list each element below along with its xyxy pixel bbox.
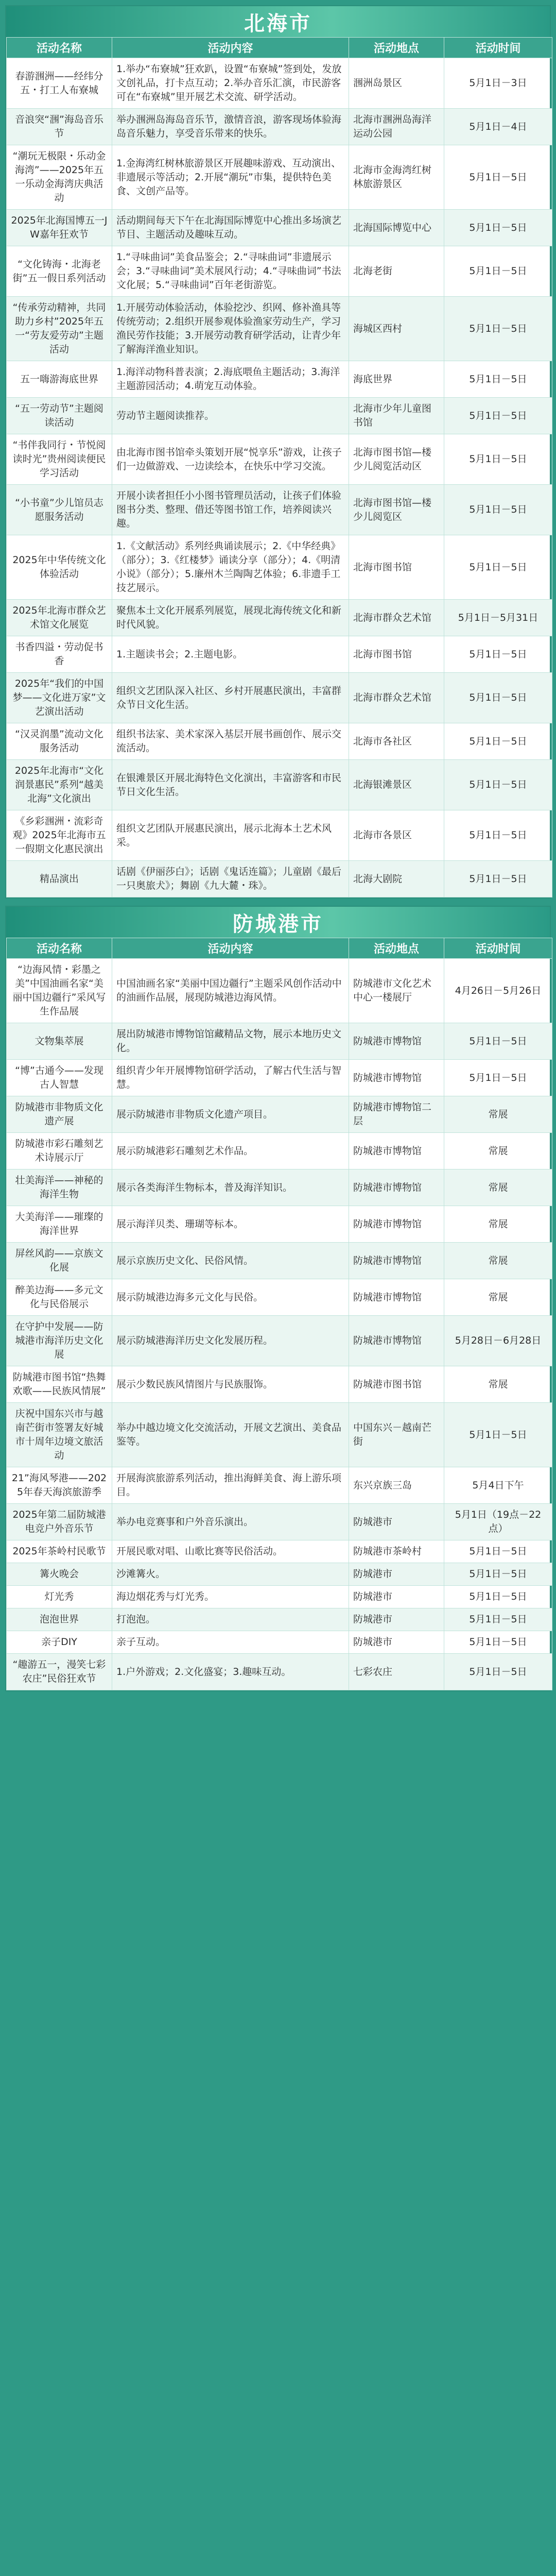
activity-content-cell: 1.金海湾红树林旅游景区开展趣味游戏、互动演出、非遗展示等活动；2.开展“潮玩”市集，提供特色美食、文创产品等。 <box>112 145 349 210</box>
activity-content-cell: 聚焦本土文化开展系列展览，展现北海传统文化和新时代风貌。 <box>112 600 349 636</box>
table-row <box>7 959 552 1023</box>
activity-time-cell: 4月26日－5月26日 <box>444 959 552 1023</box>
activity-content-cell: 展出防城港市博物馆馆藏精品文物，展示本地历史文化。 <box>112 1023 349 1060</box>
activity-content-cell: 开展民歌对唱、山歌比赛等民俗活动。 <box>112 1540 349 1563</box>
activity-place-cell: 北海市图书馆—楼少儿阅览活动区 <box>349 434 444 485</box>
activity-time-cell: 5月1日－5日 <box>444 145 552 210</box>
activity-content-cell: 1.主题读书会；2.主题电影。 <box>112 636 349 673</box>
activity-content-cell: 举办涠洲岛海岛音乐节，激情音浪，游客现场体验海岛音乐魅力，享受音乐带来的快乐。 <box>112 109 349 145</box>
activity-time-cell: 5月1日－5日 <box>444 246 552 297</box>
activity-name-cell: “传承劳动精神，共同助力乡村”2025年五一“劳友爱劳动”主题活动 <box>7 297 112 361</box>
activity-time-cell: 5月1日－5日 <box>444 723 552 760</box>
table-row <box>7 1608 552 1631</box>
activity-place-cell: 北海国际博览中心 <box>349 210 444 246</box>
activity-place-cell: 防城港市博物馆 <box>349 1316 444 1366</box>
city-section <box>5 5 551 899</box>
activity-name-cell: 2025年北海市“文化润景惠民”系列“越美北海”文化演出 <box>7 760 112 810</box>
city-header: 防城港市 <box>6 907 550 938</box>
activity-place-cell: 防城港市 <box>349 1586 444 1608</box>
table-row <box>7 810 552 861</box>
activity-name-cell: 书香四溢・劳动促书香 <box>7 636 112 673</box>
activity-content-cell: 中国油画名家“美丽中国边疆行”主题采风创作活动中的油画作品展，展现防城港边海风情。 <box>112 959 349 1023</box>
table-row <box>7 361 552 398</box>
sections-container <box>5 5 551 1691</box>
activity-place-cell: 防城港市 <box>349 1563 444 1586</box>
activity-name-cell: “博”古通今——发现古人智慧 <box>7 1060 112 1096</box>
activity-content-cell: 组织文艺团队深入社区、乡村开展惠民演出，丰富群众节日文化生活。 <box>112 673 349 723</box>
table-row <box>7 1563 552 1586</box>
table-row <box>7 1243 552 1279</box>
table-header-row <box>7 38 552 58</box>
activity-name-cell: 防城港市彩石雕刻艺术诗展示厅 <box>7 1133 112 1170</box>
activity-place-cell: 防城港市博物馆 <box>349 1206 444 1243</box>
activity-content-cell: 展示海洋贝类、珊瑚等标本。 <box>112 1206 349 1243</box>
table-row <box>7 398 552 434</box>
activity-name-cell: 2025年北海国博五一JW嘉年狂欢节 <box>7 210 112 246</box>
activity-place-cell: 防城港市图书馆 <box>349 1366 444 1403</box>
activity-content-cell: 打泡泡。 <box>112 1608 349 1631</box>
activity-place-cell: 北海市群众艺术馆 <box>349 600 444 636</box>
table-row <box>7 1586 552 1608</box>
activity-content-cell: 展示各类海洋生物标本，普及海洋知识。 <box>112 1170 349 1206</box>
activity-name-cell: 《乡彩涠洲・流彩奇观》2025年北海市五一假期文化惠民演出 <box>7 810 112 861</box>
activity-time-cell: 5月1日－5日 <box>444 810 552 861</box>
activity-time-cell: 5月1日－5月31日 <box>444 600 552 636</box>
activity-time-cell: 5月1日－5日 <box>444 361 552 398</box>
activity-content-cell: 1.“寻味曲词”美食品鉴会；2.“寻味曲词”非遗展示会；3.“寻味曲词”美术展风行动；4.“寻味曲词”书法文化展；5.“寻味曲词”百年老街游览。 <box>112 246 349 297</box>
activity-content-cell: 亲子互动。 <box>112 1631 349 1654</box>
activity-time-cell: 5月1日－5日 <box>444 1403 552 1467</box>
activity-time-cell: 5月1日－5日 <box>444 485 552 535</box>
activity-time-cell: 5月1日－5日 <box>444 1540 552 1563</box>
table-row <box>7 1467 552 1504</box>
activity-place-cell: 防城港市 <box>349 1504 444 1540</box>
table-row <box>7 1170 552 1206</box>
activity-content-cell: 组织文艺团队开展惠民演出，展示北海本土艺术风采。 <box>112 810 349 861</box>
table-row <box>7 145 552 210</box>
activity-content-cell: 劳动节主题阅读推荐。 <box>112 398 349 434</box>
activity-name-cell: “潮玩无极限・乐动金海湾”——2025年五一乐动金海湾庆典活动 <box>7 145 112 210</box>
activity-content-cell: 展示防城港海洋历史文化发展历程。 <box>112 1316 349 1366</box>
activity-name-cell: 大美海洋——璀璨的海洋世界 <box>7 1206 112 1243</box>
activity-name-cell: 2025年“我们的中国梦——文化进万家”文艺演出活动 <box>7 673 112 723</box>
activity-place-cell: 北海银滩景区 <box>349 760 444 810</box>
activity-time-cell: 5月1日－5日 <box>444 636 552 673</box>
activity-time-cell: 5月1日－5日 <box>444 434 552 485</box>
table-row <box>7 1206 552 1243</box>
activity-name-cell: 亲子DIY <box>7 1631 112 1654</box>
activity-name-cell: 灯光秀 <box>7 1586 112 1608</box>
activity-place-cell: 北海市涠洲岛海洋运动公园 <box>349 109 444 145</box>
activity-name-cell: 2025年第二届防城港电竞户外音乐节 <box>7 1504 112 1540</box>
activity-place-cell: 防城港市博物馆 <box>349 1133 444 1170</box>
activity-time-cell: 常展 <box>444 1096 552 1133</box>
activity-time-cell: 5月1日－5日 <box>444 1563 552 1586</box>
table-header-row <box>7 938 552 959</box>
activity-name-cell: “趣游五一，漫笑七彩农庄”民俗狂欢节 <box>7 1654 112 1690</box>
activity-name-cell: 篝火晚会 <box>7 1563 112 1586</box>
activity-name-cell: 屏丝风韵——京族文化展 <box>7 1243 112 1279</box>
activity-content-cell: 1.海洋动物科普表演；2.海底喂鱼主题活动；3.海洋主题游园活动；4.萌宠互动体验。 <box>112 361 349 398</box>
activity-time-cell: 5月1日－5日 <box>444 398 552 434</box>
activity-place-cell: 防城港市博物馆 <box>349 1023 444 1060</box>
activity-content-cell: 海边烟花秀与灯光秀。 <box>112 1586 349 1608</box>
table-row <box>7 1316 552 1366</box>
activity-time-cell: 5月1日－5日 <box>444 1060 552 1096</box>
header-place: 活动地点 <box>349 938 444 959</box>
activity-place-cell: 北海市图书馆 <box>349 535 444 600</box>
header-place: 活动地点 <box>349 38 444 58</box>
header-time: 活动时间 <box>444 938 552 959</box>
table-row <box>7 723 552 760</box>
activity-content-cell: 展示少数民族风情图片与民族服饰。 <box>112 1366 349 1403</box>
activity-content-cell: 展示防城港市非物质文化遗产项目。 <box>112 1096 349 1133</box>
activity-content-cell: 举办电竞赛事和户外音乐演出。 <box>112 1504 349 1540</box>
activity-time-cell: 常展 <box>444 1133 552 1170</box>
table-row <box>7 636 552 673</box>
activity-content-cell: 1.《文献活动》系列经典诵读展示；2.《中华经典》（部分）；3.《红楼梦》诵读分享（部分）；4.《明清小说》（部分）；5.廉州木兰陶陶艺体验；6.非遗手工技艺展示。 <box>112 535 349 600</box>
activity-time-cell: 5月1日－5日 <box>444 861 552 897</box>
activity-name-cell: “五一劳动节”主题阅读活动 <box>7 398 112 434</box>
table-row <box>7 600 552 636</box>
table-row <box>7 673 552 723</box>
activity-content-cell: 展示防城港彩石雕刻艺术作品。 <box>112 1133 349 1170</box>
activity-place-cell: 防城港市博物馆 <box>349 1170 444 1206</box>
table-row <box>7 1403 552 1467</box>
activity-time-cell: 5月1日－4日 <box>444 109 552 145</box>
header-content: 活动内容 <box>112 938 349 959</box>
activity-content-cell: 1.举办“布寮城”狂欢趴，设置“布寮城”签到处，发放文创礼品，打卡点互动；2.举办音乐汇演，市民游客可在“布寮城”里开展艺术交流、研学活动。 <box>112 58 349 109</box>
table-row <box>7 861 552 897</box>
table-row <box>7 1133 552 1170</box>
activity-content-cell: 展示京族历史文化、民俗风情。 <box>112 1243 349 1279</box>
table-row <box>7 760 552 810</box>
activity-time-cell: 5月1日－5日 <box>444 1023 552 1060</box>
activity-time-cell: 常展 <box>444 1206 552 1243</box>
activity-place-cell: 北海市各社区 <box>349 723 444 760</box>
activity-table <box>6 938 552 1690</box>
activity-time-cell: 5月1日（19点－22点） <box>444 1504 552 1540</box>
activity-time-cell: 5月1日－5日 <box>444 210 552 246</box>
table-row <box>7 1023 552 1060</box>
activity-name-cell: 泡泡世界 <box>7 1608 112 1631</box>
activity-place-cell: 北海市金海湾红树林旅游景区 <box>349 145 444 210</box>
activity-name-cell: 精品演出 <box>7 861 112 897</box>
activity-time-cell: 常展 <box>444 1243 552 1279</box>
activity-place-cell: 北海老街 <box>349 246 444 297</box>
activity-time-cell: 5月1日－5日 <box>444 1586 552 1608</box>
table-row <box>7 109 552 145</box>
activity-name-cell: 庆祝中国东兴市与越南芒街市签署友好城市十周年边境文旅活动 <box>7 1403 112 1467</box>
activity-place-cell: 北海大剧院 <box>349 861 444 897</box>
activity-place-cell: 北海市图书馆—楼少儿阅览区 <box>349 485 444 535</box>
activity-table <box>6 37 552 897</box>
table-row <box>7 1096 552 1133</box>
activity-content-cell: 组织青少年开展博物馆研学活动，了解古代生活与智慧。 <box>112 1060 349 1096</box>
activity-name-cell: “小书童”少儿馆员志愿服务活动 <box>7 485 112 535</box>
activity-content-cell: 展示防城港边海多元文化与民俗。 <box>112 1279 349 1316</box>
activity-place-cell: 防城港市博物馆 <box>349 1243 444 1279</box>
table-row <box>7 1631 552 1654</box>
activity-time-cell: 5月1日－3日 <box>444 58 552 109</box>
activity-name-cell: 2025年北海市群众艺术馆文化展览 <box>7 600 112 636</box>
activity-name-cell: 防城港市非物质文化遗产展 <box>7 1096 112 1133</box>
activity-place-cell: 北海市图书馆 <box>349 636 444 673</box>
activity-time-cell: 5月1日－5日 <box>444 1654 552 1690</box>
activity-content-cell: 话剧《伊丽莎白》；话剧《鬼话连篇》；儿童剧《最后一只奥旅犬》；舞剧《九大麓・珠》。 <box>112 861 349 897</box>
table-row <box>7 1504 552 1540</box>
activity-content-cell: 1.开展劳动体验活动，体验挖沙、织网、修补渔具等传统劳动；2.组织开展参观体验渔家劳动生产，学习渔民劳作技能；3.开展劳动教育研学活动，让青少年了解海洋渔业知识。 <box>112 297 349 361</box>
activity-place-cell: 中国东兴－越南芒街 <box>349 1403 444 1467</box>
activity-content-cell: 沙滩篝火。 <box>112 1563 349 1586</box>
activity-time-cell: 5月1日－5日 <box>444 760 552 810</box>
header-name: 活动名称 <box>7 938 112 959</box>
activity-name-cell: 醉美边海——多元文化与民俗展示 <box>7 1279 112 1316</box>
activity-time-cell: 5月1日－5日 <box>444 1631 552 1654</box>
table-row <box>7 1654 552 1690</box>
activity-place-cell: 防城港市 <box>349 1608 444 1631</box>
activity-content-cell: 举办中越边境文化交流活动，开展文艺演出、美食品鉴等。 <box>112 1403 349 1467</box>
table-row <box>7 246 552 297</box>
activity-name-cell: 21”海风琴港——2025年春天海滨旅游季 <box>7 1467 112 1504</box>
activity-content-cell: 在银滩景区开展北海特色文化演出，丰富游客和市民节日文化生活。 <box>112 760 349 810</box>
activity-time-cell: 5月1日－5日 <box>444 673 552 723</box>
table-row <box>7 434 552 485</box>
city-section <box>5 906 551 1691</box>
activity-name-cell: “边海风情・彩墨之美”中国油画名家“美丽中国边疆行”采风写生作品展 <box>7 959 112 1023</box>
table-row <box>7 1279 552 1316</box>
table-row <box>7 58 552 109</box>
activity-name-cell: 防城港市图书馆“热舞欢歌——民族风情展” <box>7 1366 112 1403</box>
activity-content-cell: 1.户外游戏；2.文化盛宴；3.趣味互动。 <box>112 1654 349 1690</box>
header-content: 活动内容 <box>112 38 349 58</box>
activity-content-cell: 开展海滨旅游系列活动，推出海鲜美食、海上游乐项目。 <box>112 1467 349 1504</box>
activity-name-cell: “文化铸海・北海老街”五一假日系列活动 <box>7 246 112 297</box>
header-time: 活动时间 <box>444 38 552 58</box>
city-header: 北海市 <box>6 6 550 37</box>
activity-place-cell: 东兴京族三岛 <box>349 1467 444 1504</box>
activity-content-cell: 组织书法家、美术家深入基层开展书画创作、展示交流活动。 <box>112 723 349 760</box>
table-row <box>7 485 552 535</box>
activity-time-cell: 常展 <box>444 1170 552 1206</box>
activity-place-cell: 防城港市 <box>349 1631 444 1654</box>
activity-name-cell: 春游涠洲——经纬分五・打工人布寮城 <box>7 58 112 109</box>
activity-place-cell: 北海市群众艺术馆 <box>349 673 444 723</box>
activity-content-cell: 活动期间每天下午在北海国际博览中心推出多场演艺节目、主题活动及趣味互动。 <box>112 210 349 246</box>
activity-place-cell: 北海市少年儿童图书馆 <box>349 398 444 434</box>
activity-place-cell: 防城港市博物馆 <box>349 1060 444 1096</box>
activity-time-cell: 5月4日下午 <box>444 1467 552 1504</box>
activity-name-cell: 音浪突“涠”海岛音乐节 <box>7 109 112 145</box>
activity-name-cell: 文物集萃展 <box>7 1023 112 1060</box>
activity-name-cell: 2025年茶岭村民歌节 <box>7 1540 112 1563</box>
activity-name-cell: “书伴我同行・节悦阅读时光”贵州阅读便民学习活动 <box>7 434 112 485</box>
activity-name-cell: 五一嗨游海底世界 <box>7 361 112 398</box>
activity-place-cell: 防城港市博物馆 <box>349 1279 444 1316</box>
table-row <box>7 1540 552 1563</box>
activity-place-cell: 防城港市茶岭村 <box>349 1540 444 1563</box>
activity-time-cell: 5月1日－5日 <box>444 535 552 600</box>
table-row <box>7 297 552 361</box>
table-row <box>7 1060 552 1096</box>
activity-place-cell: 北海市各景区 <box>349 810 444 861</box>
activity-name-cell: 2025年中华传统文化体验活动 <box>7 535 112 600</box>
activity-name-cell: “汉灵润墨”流动文化服务活动 <box>7 723 112 760</box>
activity-content-cell: 由北海市图书馆牵头策划开展“悦享乐”游戏，让孩子们一边做游戏、一边读绘本，在快乐中学习交流。 <box>112 434 349 485</box>
activity-time-cell: 5月1日－5日 <box>444 297 552 361</box>
activity-place-cell: 防城港市博物馆二层 <box>349 1096 444 1133</box>
header-name: 活动名称 <box>7 38 112 58</box>
activity-place-cell: 七彩农庄 <box>349 1654 444 1690</box>
table-row <box>7 210 552 246</box>
table-row <box>7 1366 552 1403</box>
activity-place-cell: 涠洲岛景区 <box>349 58 444 109</box>
activity-place-cell: 防城港市文化艺术中心一楼展厅 <box>349 959 444 1023</box>
activity-time-cell: 常展 <box>444 1366 552 1403</box>
activity-name-cell: 壮美海洋——神秘的海洋生物 <box>7 1170 112 1206</box>
activity-place-cell: 海城区西村 <box>349 297 444 361</box>
activity-content-cell: 开展小读者担任小小图书管理员活动，让孩子们体验图书分类、整理、借还等图书馆工作，培养阅读兴趣。 <box>112 485 349 535</box>
table-row <box>7 535 552 600</box>
activity-place-cell: 海底世界 <box>349 361 444 398</box>
activity-time-cell: 5月28日－6月28日 <box>444 1316 552 1366</box>
activity-time-cell: 常展 <box>444 1279 552 1316</box>
activity-name-cell: 在守护中发展——防城港市海洋历史文化展 <box>7 1316 112 1366</box>
activity-time-cell: 5月1日－5日 <box>444 1608 552 1631</box>
